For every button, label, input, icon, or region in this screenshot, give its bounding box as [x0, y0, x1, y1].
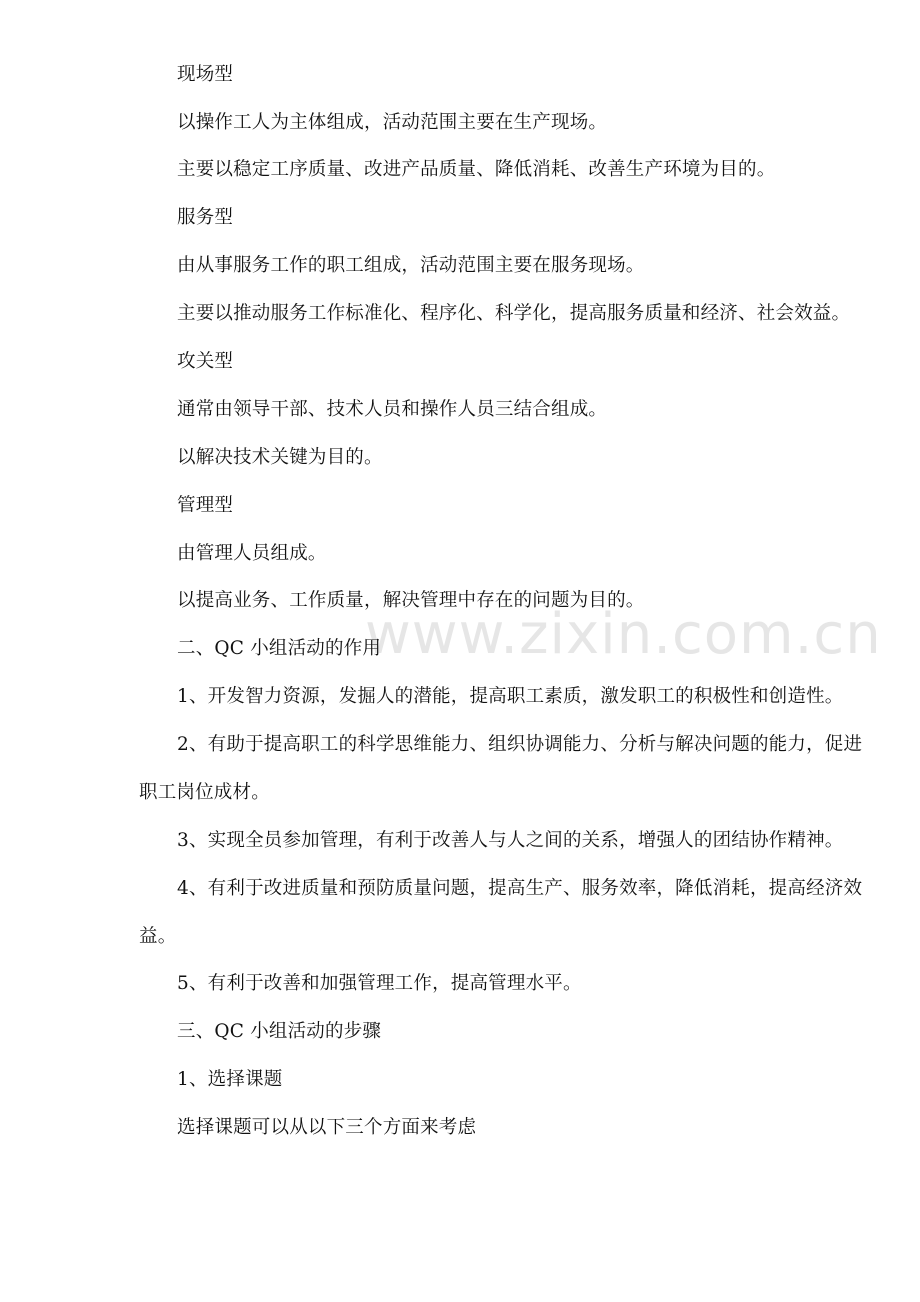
- list-item-continuation: 职工岗位成材。: [139, 782, 270, 803]
- heading-management-type: 管理型: [177, 495, 234, 516]
- heading-onsite-type: 现场型: [177, 64, 234, 85]
- paragraph-line: 由从事服务工作的职工组成，活动范围主要在服务现场。: [177, 255, 645, 276]
- list-item: 4、有利于改进质量和预防质量问题，提高生产、服务效率，降低消耗，提高经济效: [177, 878, 863, 899]
- paragraph-line: 通常由领导干部、技术人员和操作人员三结合组成。: [177, 399, 608, 420]
- paragraph-line: 主要以推动服务工作标准化、程序化、科学化，提高服务质量和经济、社会效益。: [177, 303, 851, 324]
- paragraph-line: 选择课题可以从以下三个方面来考虑: [177, 1117, 477, 1138]
- list-item: 5、有利于改善和加强管理工作，提高管理水平。: [177, 973, 582, 994]
- heading-breakthrough-type: 攻关型: [177, 351, 234, 372]
- subheading-select-topic: 1、选择课题: [177, 1069, 283, 1090]
- paragraph-line: 以操作工人为主体组成，活动范围主要在生产现场。: [177, 112, 608, 133]
- paragraph-line: 以解决技术关键为目的。: [177, 447, 383, 468]
- heading-service-type: 服务型: [177, 207, 234, 228]
- paragraph-line: 以提高业务、工作质量，解决管理中存在的问题为目的。: [177, 590, 645, 611]
- list-item: 1、开发智力资源，发掘人的潜能，提高职工素质，激发职工的积极性和创造性。: [177, 686, 844, 707]
- paragraph-line: 由管理人员组成。: [177, 543, 327, 564]
- list-item: 3、实现全员参加管理，有利于改善人与人之间的关系，增强人的团结协作精神。: [177, 830, 844, 851]
- paragraph-line: 主要以稳定工序质量、改进产品质量、降低消耗、改善生产环境为目的。: [177, 159, 776, 180]
- section-heading-role: 二、QC 小组活动的作用: [177, 638, 382, 659]
- watermark: www.zixin.com.cn: [365, 602, 882, 667]
- section-heading-steps: 三、QC 小组活动的步骤: [177, 1021, 382, 1042]
- list-item-continuation: 益。: [139, 926, 177, 947]
- list-item: 2、有助于提高职工的科学思维能力、组织协调能力、分析与解决问题的能力，促进: [177, 734, 863, 755]
